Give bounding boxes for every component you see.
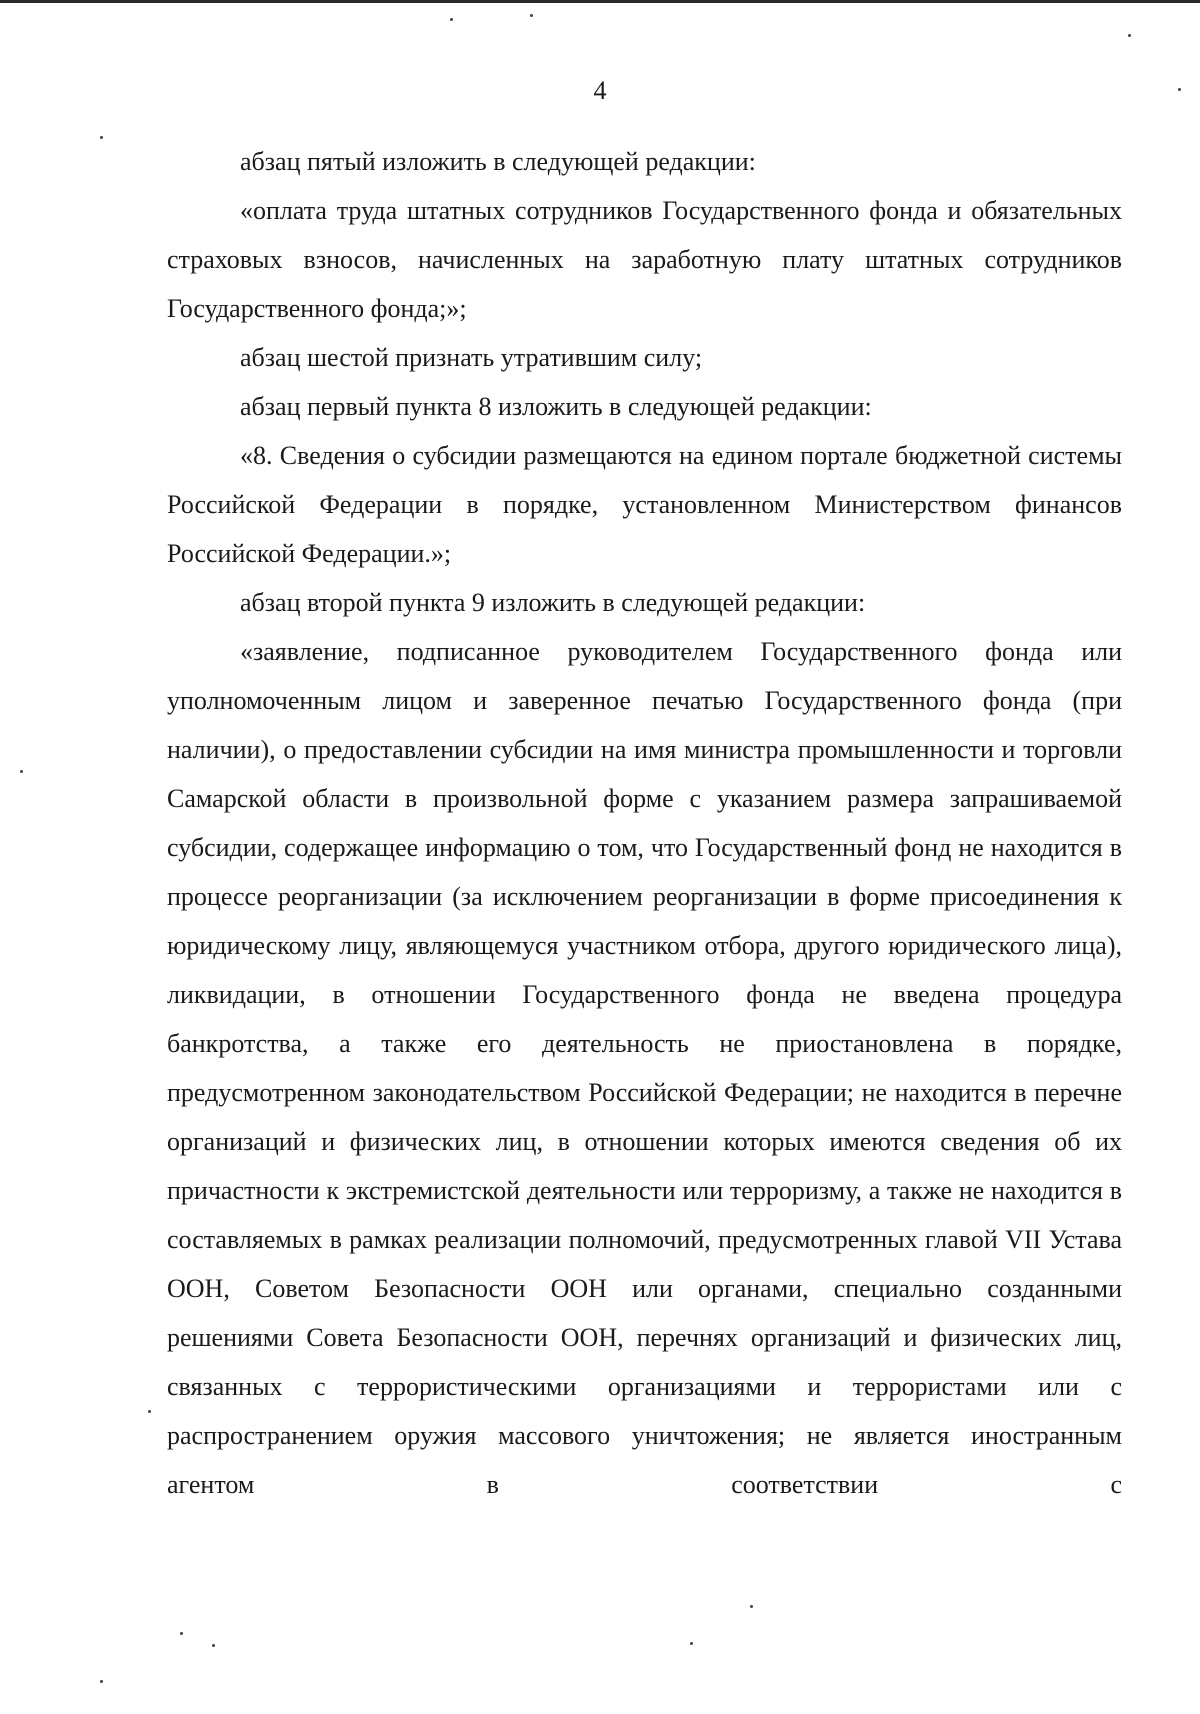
paragraph-subsidy-info-clause: «8. Сведения о субсидии размещаются на едином портале бюджетной системы Российской Федерации в порядке, установленном Министерством финансов Российской Федерации.»; <box>167 441 1122 568</box>
paragraph-point-eight-instruction: абзац первый пункта 8 изложить в следующей редакции: <box>240 392 872 421</box>
paragraph-point-nine-instruction: абзац второй пункта 9 изложить в следующей редакции: <box>240 588 866 617</box>
top-scan-border <box>0 0 1200 3</box>
scan-speck <box>1128 34 1131 37</box>
paragraph-staff-pay-clause: «оплата труда штатных сотрудников Государственного фонда и обязательных страховых взносов, начисленных на заработную плату штатных сотрудников Государственного фонда;»; <box>167 196 1122 323</box>
scan-speck <box>1178 88 1181 91</box>
scan-speck <box>20 770 23 773</box>
scan-speck <box>750 1605 753 1608</box>
document-body <box>167 137 1122 1509</box>
scan-speck <box>180 1632 183 1635</box>
page-number: 4 <box>593 76 607 105</box>
paragraph-paragraph-six-repeal: абзац шестой признать утратившим силу; <box>240 343 703 372</box>
scan-speck <box>530 14 533 17</box>
paragraph-application-clause: «заявление, подписанное руководителем Государственного фонда или уполномоченным лицом и заверенное печатью Государственного фонда (при наличии), о предоставлении субсидии на имя министра промышленности и торговли Самарской области в произвольной форме с указанием размера запрашиваемой субсидии, содержащее информацию о том, что Государственный фонд не находится в процессе реорганизации (за исключением реорганизации в форме присоединения к юридическому лицу, являющемуся участником отбора, другого юридического лица), ликвидации, в отношении Государственного фонда не введена процедура банкротства, а также его деятельность не приостановлена в порядке, предусмотренном законодательством Российской Федерации; не находится в перечне организаций и физических лиц, в отношении которых имеются сведения об их причастности к экстремистской деятельности или терроризму, а также не находится в составляемых в рамках реализации полномочий, предусмотренных главой VII Устава ООН, Советом Безопасности ООН или органами, специально созданными решениями Совета Безопасности ООН, перечнях организаций и физических лиц, связанных с террористическими организациями и террористами или с распространением оружия массового уничтожения; не является иностранным агентом в соответствии с <box>167 637 1122 1499</box>
scan-speck <box>450 18 453 21</box>
paragraph-paragraph-five-instruction: абзац пятый изложить в следующей редакции: <box>240 147 756 176</box>
scan-speck <box>690 1642 693 1645</box>
scan-speck <box>212 1644 215 1647</box>
scan-speck <box>148 1410 151 1413</box>
scan-speck <box>100 1680 103 1683</box>
scan-speck <box>100 136 103 139</box>
